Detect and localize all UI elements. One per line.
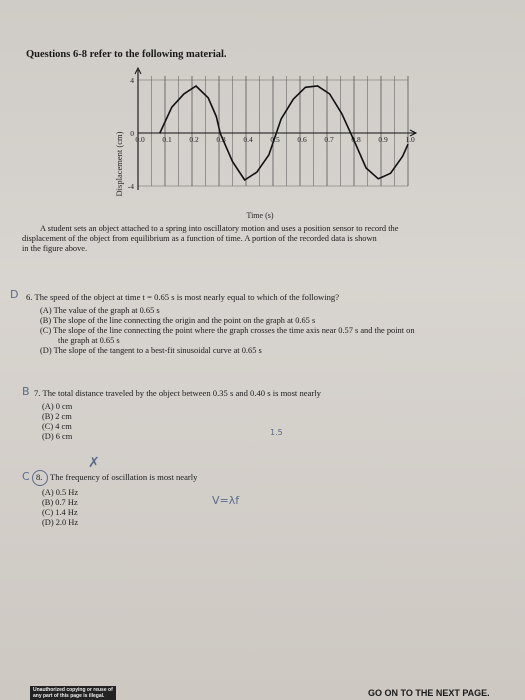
description-line: in the figure above. [22, 244, 88, 253]
q7-option-c[interactable]: (C) 4 cm [42, 422, 72, 431]
go-on-label: GO ON TO THE NEXT PAGE. [368, 688, 490, 698]
x-tick-label: 0.7 [324, 135, 334, 144]
y-tick-label: 0 [130, 129, 134, 138]
q7-option-a[interactable]: (A) 0 cm [42, 402, 73, 411]
x-tick-label: 0.4 [243, 135, 253, 144]
q6-option-d[interactable]: (D) The slope of the tangent to a best-fit sinusoidal curve at 0.65 s [40, 346, 262, 355]
x-tick-label: 0.1 [162, 135, 172, 144]
question-7-stem: 7. The total distance traveled by the object between 0.35 s and 0.40 s is most nearly [34, 388, 321, 398]
q8-option-a[interactable]: (A) 0.5 Hz [42, 488, 79, 497]
q6-option-c[interactable]: (C) The slope of the line connecting the point where the graph crosses the time axis near 0.57 s and the point on [40, 326, 415, 335]
handwritten-note-q7: 1.5 [270, 428, 283, 437]
question-6-stem: 6. The speed of the object at time t = 0.65 s is most nearly equal to which of the following? [26, 292, 340, 302]
x-axis-label: Time (s) [246, 211, 274, 220]
q8-option-d[interactable]: (D) 2.0 Hz [42, 518, 79, 527]
handwritten-answer-q8: C [22, 470, 30, 483]
question-8-stem: The frequency of oscillation is most nearly [50, 472, 198, 482]
x-tick-label: 1.0 [405, 135, 415, 144]
q7-option-d[interactable]: (D) 6 cm [42, 432, 73, 441]
handwritten-answer-q6: D [10, 288, 19, 301]
q8-option-b[interactable]: (B) 0.7 Hz [42, 498, 78, 507]
question-6-options [40, 306, 500, 356]
x-tick-label: 0.6 [297, 135, 307, 144]
description-paragraph [22, 224, 492, 254]
q6-option-c-cont: the graph at 0.65 s [58, 336, 120, 345]
question-8-number: 8. [36, 472, 43, 482]
x-tick-label: 0.2 [189, 135, 199, 144]
x-tick-label: 0.8 [351, 135, 361, 144]
handwritten-answer-q7: B [22, 385, 30, 398]
y-tick-label: -4 [127, 182, 134, 191]
description-line: A student sets an object attached to a spring into oscillatory motion and uses a position sensor to record the [40, 224, 399, 233]
copyright-line: Unauthorized copying or reuse of [33, 687, 113, 693]
section-heading: Questions 6-8 refer to the following material. [26, 49, 227, 60]
q6-option-a[interactable]: (A) The value of the graph at 0.65 s [40, 306, 160, 315]
x-tick-label: 0.9 [378, 135, 388, 144]
x-tick-label: 0.0 [135, 135, 145, 144]
handwritten-formula: V=λf [212, 494, 240, 507]
y-tick-label: 4 [130, 76, 134, 85]
question-7-options [42, 402, 72, 442]
q7-option-b[interactable]: (B) 2 cm [42, 412, 72, 421]
copyright-line: any part of this page is illegal. [33, 693, 105, 699]
description-line: displacement of the object from equilibrium as a function of time. A portion of the recorded data is shown [22, 234, 377, 243]
displacement-time-chart [110, 64, 420, 224]
handwritten-x-mark: ✗ [88, 455, 100, 471]
question-8-options [42, 488, 78, 528]
x-tick-label: 0.3 [216, 135, 226, 144]
y-axis-label: Displacement (cm) [114, 131, 124, 197]
x-tick-label: 0.5 [270, 135, 280, 144]
q8-option-c[interactable]: (C) 1.4 Hz [42, 508, 78, 517]
copyright-notice [30, 686, 116, 700]
q6-option-b[interactable]: (B) The slope of the line connecting the origin and the point on the graph at 0.65 s [40, 316, 316, 325]
